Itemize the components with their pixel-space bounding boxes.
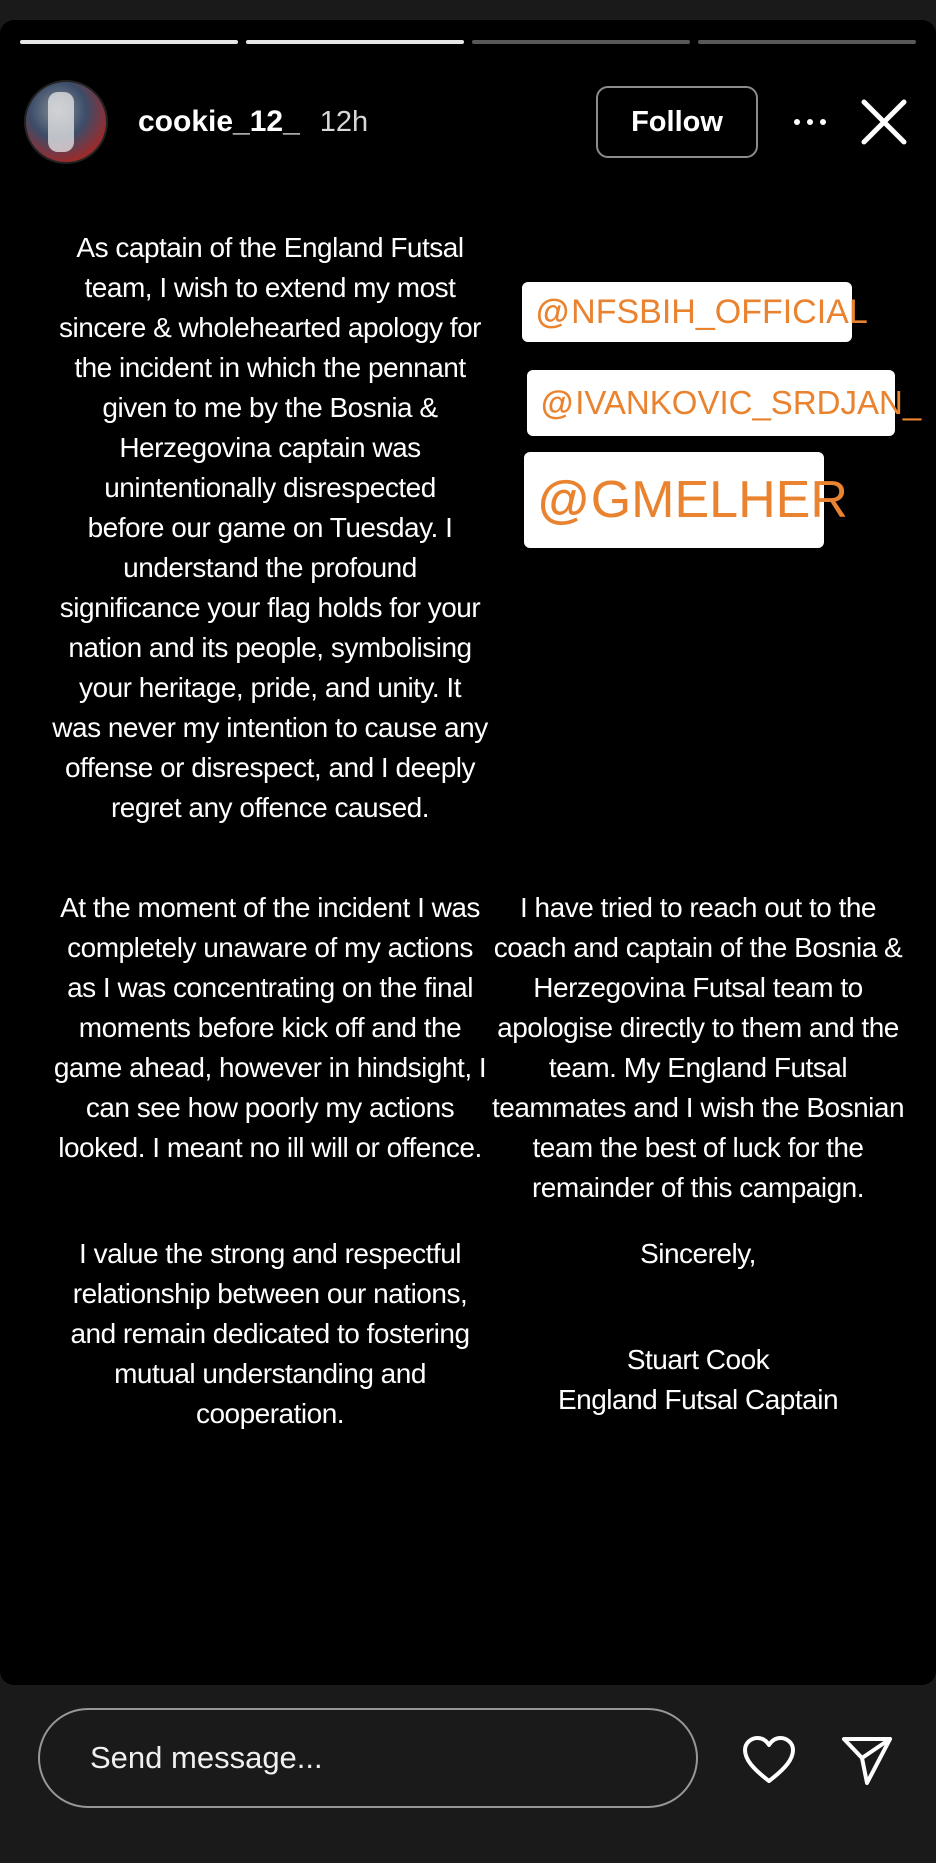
- progress-segment: [20, 40, 238, 44]
- mention-sticker-gmelher[interactable]: [524, 452, 848, 548]
- text-line: the incident in which the pennant: [74, 352, 466, 383]
- mention-label: GMELHER: [590, 471, 848, 529]
- text-line: team, I wish to extend my most: [84, 272, 456, 303]
- statement-incident: [40, 888, 500, 1168]
- heart-icon[interactable]: [742, 1735, 796, 1785]
- text-line: Herzegovina captain was: [119, 432, 421, 463]
- text-line: significance your flag holds for your: [59, 592, 481, 623]
- statement-signoff: [492, 1234, 904, 1274]
- follow-button[interactable]: Follow: [596, 86, 758, 158]
- text-line: apologise directly to them and the: [497, 1012, 899, 1043]
- text-line: cooperation.: [195, 1398, 345, 1429]
- text-line: unintentionally disrespected: [104, 472, 436, 503]
- mention-label: IVANKOVIC_SRDJAN_: [575, 384, 922, 421]
- at-icon: @: [541, 384, 574, 421]
- text-line: As captain of the England Futsal: [76, 232, 464, 263]
- text-line: I have tried to reach out to the: [519, 892, 876, 923]
- text-line: Herzegovina Futsal team to: [533, 972, 863, 1003]
- text-line: relationship between our nations,: [72, 1278, 468, 1309]
- avatar[interactable]: [24, 80, 108, 164]
- text-line: sincere & wholehearted apology for: [59, 312, 481, 343]
- mention-sticker-ivankovic[interactable]: [527, 370, 922, 436]
- story-viewer[interactable]: [0, 20, 936, 1685]
- text-line: as I was concentrating on the final: [67, 972, 473, 1003]
- text-line: mutual understanding and: [114, 1358, 426, 1389]
- story-footer: [0, 1685, 936, 1863]
- send-icon[interactable]: [840, 1733, 894, 1787]
- story-time: 12h: [319, 105, 369, 138]
- text-line: before our game on Tuesday. I: [87, 512, 453, 543]
- text-line: I value the strong and respectful: [79, 1238, 461, 1269]
- at-icon: @: [536, 292, 570, 331]
- text-line: At the moment of the incident I was: [60, 892, 480, 923]
- progress-segment: [472, 40, 690, 44]
- statement-outreach: [492, 888, 904, 1208]
- statement-intro: [40, 228, 500, 828]
- text-line: completely unaware of my actions: [67, 932, 473, 963]
- statement-relationship: [40, 1234, 500, 1434]
- signature-title: England Futsal Captain: [557, 1384, 839, 1415]
- text-line: teammates and I wish the Bosnian: [492, 1092, 905, 1123]
- text-line: moments before kick off and the: [78, 1012, 462, 1043]
- text-line: team the best of luck for the: [532, 1132, 864, 1163]
- text-line: given to me by the Bosnia &: [102, 392, 438, 423]
- mention-sticker-nfsbih[interactable]: [522, 282, 868, 342]
- text-line: and remain dedicated to fostering: [70, 1318, 470, 1349]
- text-line: looked. I meant no ill will or offence.: [58, 1132, 482, 1163]
- progress-segment: [246, 40, 464, 44]
- more-options-icon[interactable]: [794, 102, 826, 142]
- close-icon[interactable]: [856, 94, 912, 150]
- at-icon: @: [538, 471, 589, 529]
- text-line: offense or disrespect, and I deeply: [64, 752, 476, 783]
- text-line: team. My England Futsal: [548, 1052, 848, 1083]
- text-line: remainder of this campaign.: [531, 1172, 864, 1203]
- text-line: understand the profound: [123, 552, 417, 583]
- story-header: [24, 76, 912, 168]
- text-line: game ahead, however in hindsight, I: [53, 1052, 487, 1083]
- signature-name: Stuart Cook: [626, 1344, 770, 1375]
- username[interactable]: cookie_12_: [138, 105, 300, 138]
- story-progress-bar: [20, 40, 916, 44]
- text-line: your heritage, pride, and unity. It: [79, 672, 461, 703]
- text-line: can see how poorly my actions: [85, 1092, 455, 1123]
- text-line: was never my intention to cause any: [52, 712, 488, 743]
- mention-label: NFSBIH_OFFICIAL: [571, 292, 868, 331]
- signature: [492, 1340, 904, 1420]
- progress-segment: [698, 40, 916, 44]
- send-message-input[interactable]: Send message...: [38, 1708, 698, 1808]
- text-line: nation and its people, symbolising: [68, 632, 472, 663]
- signoff-text: Sincerely,: [640, 1238, 756, 1269]
- text-line: regret any offence caused.: [110, 792, 430, 823]
- text-line: coach and captain of the Bosnia &: [493, 932, 903, 963]
